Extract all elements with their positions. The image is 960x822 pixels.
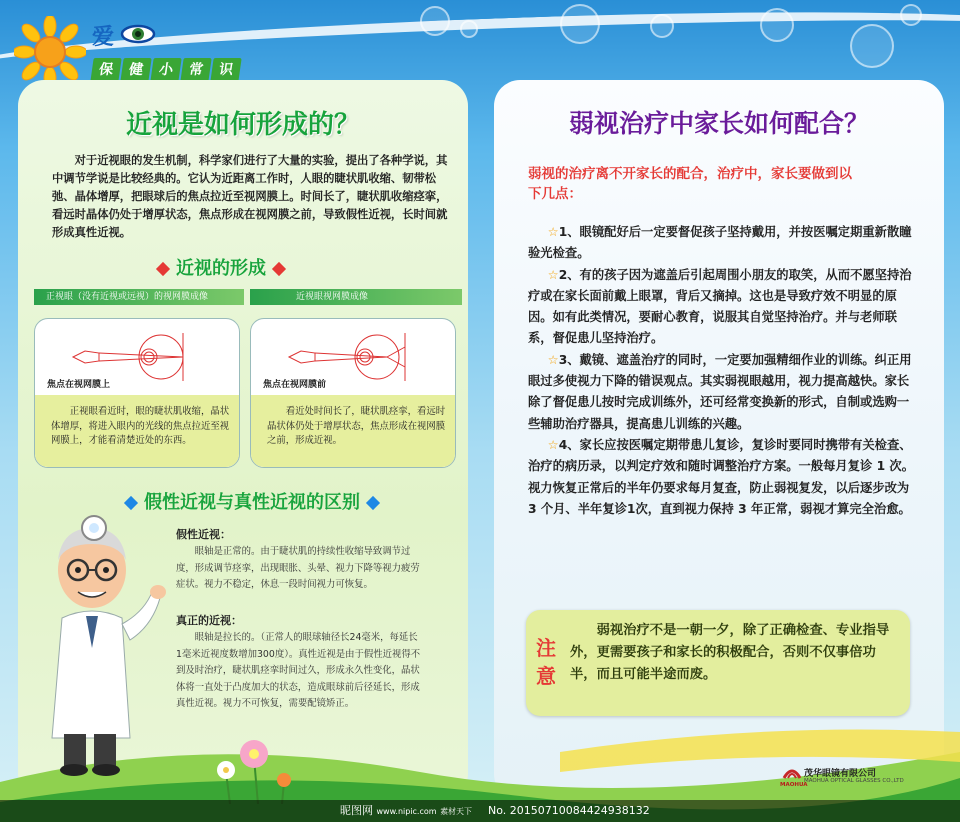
normal-eye-box: [34, 318, 240, 468]
left-title: 近视是如何形成的？: [125, 110, 360, 140]
watermark-brand: [340, 800, 472, 822]
myopia-eye-diagram: [281, 333, 431, 381]
watermark-number: No. 20150710084424938132: [488, 804, 650, 817]
myopia-eye-box: [250, 318, 456, 468]
left-intro-text: 对于近视眼的发生机制，科学家们进行了大量的实验，提出了各种学说，其中调节学说是比较经典的。它认为近距离工作时，人眼的睫状肌收缩、韧带松弛、晶体增厚，把眼球后的焦点拉近至视网膜上。时间长了，睫状肌收缩痉挛，看远时晶体仍处于增厚状态，焦点形成在视网膜之前，导致假性近视，长时间就形成真性近视。: [52, 154, 448, 239]
fake-myopia-text: 眼轴是正常的。由于睫状肌的持续性收缩导致调节过度，形成调节痉挛，出现眼胀、头晕、视力下降等视力疲劳症状。视力不稳定，休息一段时间视力可恢复。: [176, 546, 420, 590]
logo-tag-char: 小: [150, 58, 181, 82]
list-item: [528, 435, 916, 520]
formation-heading-text: 近视的形成: [176, 258, 266, 279]
diamond-icon: [366, 496, 380, 510]
company-logo-word: MAOHUA: [780, 782, 808, 788]
watermark-bar: [0, 800, 960, 822]
star-icon: ☆: [547, 267, 559, 282]
list-item-text: 2、有的孩子因为遮盖后引起周围小朋友的取笑，从而不愿坚持治疗或在家长面前戴上眼罩，背后又摘掉。这也是导致疗效不明显的原因。如有此类情况，要耐心教育，说服其自觉坚持治疗。并与老师联系，督促患儿坚持治疗。: [528, 267, 912, 346]
star-icon: ☆: [547, 352, 559, 367]
normal-eye-diagram: [65, 333, 215, 381]
myopia-eye-desc: 看近处时间长了，睫状肌痉挛，看远时晶状体仍处于增厚状态，焦点形成在视网膜之前，形成近视。: [267, 406, 446, 446]
company-logo-icon: [782, 764, 802, 780]
company-name-en: MAOHUA OPTICAL GLASSES CO.,LTD: [804, 778, 904, 784]
logo-tag-char: 常: [180, 58, 211, 82]
diamond-icon: [272, 262, 286, 276]
sunflower-icon: [14, 16, 86, 88]
normal-eye-caption: 焦点在视网膜上: [47, 380, 111, 390]
formation-heading: [150, 254, 292, 280]
real-myopia-title: 真正的近视：: [176, 614, 242, 627]
doctor-illustration: [22, 508, 172, 778]
watermark-brand-name: 昵图网: [340, 804, 373, 817]
difference-heading-text: 假性近视与真性近视的区别: [144, 492, 360, 513]
box1-bar: 正视眼（没有近视或远视）的视网膜成像: [34, 289, 244, 305]
eye-icon: [120, 24, 156, 44]
star-icon: ☆: [547, 225, 559, 239]
logo-tag-char: 健: [120, 58, 151, 82]
star-icon: ☆: [547, 437, 559, 452]
right-subtitle: 弱视的治疗离不开家长的配合，治疗中，家长要做到以下几点：: [528, 166, 852, 202]
diamond-icon: [156, 262, 170, 276]
flowers-decoration: [214, 738, 304, 804]
real-myopia-text: 眼轴是拉长的。（正常人的眼球轴径长24毫米，每延长1毫米近视度数增加300度）。真性近视是由于假性近视得不到及时治疗，睫状肌痉挛时间过久，形成永久性变化，晶状体将一直处于凸度加大的状态，造成眼球前后径延长，形成真性近视。视力不可恢复，需要配镜矫正。: [176, 632, 421, 709]
watermark-label: 素材天下: [440, 807, 473, 816]
myopia-eye-caption: 焦点在视网膜前: [263, 380, 327, 390]
company-name: 茂华眼镜有限公司: [804, 769, 877, 779]
fake-myopia-title: 假性近视：: [176, 528, 231, 541]
logo-character: 爱: [92, 24, 115, 50]
list-item: [528, 265, 916, 350]
list-item-text: 4、家长应按医嘱定期带患儿复诊，复诊时要同时携带有关检查、治疗的病历录，以判定疗效和随时调整治疗方案。一般每月复诊 1 次。视力恢复正常后的半年仍要求每月复查，防止弱视复发，以后逐步改为 3 个月、半年复诊1次，直到视力保持 3 年正常，弱视才算完全治愈。: [528, 437, 915, 516]
list-item: [528, 222, 916, 265]
box2-bar: 近视眼视网膜成像: [250, 289, 462, 305]
list-item: [528, 350, 916, 435]
note-label: 注意: [536, 636, 556, 688]
logo-tag-char: 保: [90, 58, 121, 82]
list-item-text: 3、戴镜、遮盖治疗的同时，一定要加强精细作业的训练。纠正用眼过多使视力下降的错误观点。其实弱视眼越用，视力提高越快。家长除了督促患儿按时完成训练外，还可经常变换新的形式，自制或选购一些辅助治疗器具，提高患儿训练的兴趣。: [528, 352, 912, 431]
normal-eye-desc: 正视眼看近时，眼的睫状肌收缩，晶状体增厚，将进入眼内的光线的焦点拉近至视网膜上，才能看清楚近处的东西。: [51, 406, 230, 446]
right-body: [528, 222, 916, 520]
logo-tag: [92, 58, 240, 82]
list-item-text: 1、眼镜配好后一定要督促孩子坚持戴用，并按医嘱定期重新散瞳验光检查。: [528, 225, 912, 261]
watermark-url: www.nipic.com: [376, 807, 437, 816]
note-text: 弱视治疗不是一朝一夕，除了正确检查、专业指导外，更需要孩子和家长的积极配合，否则不仅事倍功半，而且可能半途而废。: [570, 623, 890, 682]
logo-tag-char: 识: [210, 58, 241, 82]
right-title: 弱视治疗中家长如何配合？: [568, 109, 869, 138]
